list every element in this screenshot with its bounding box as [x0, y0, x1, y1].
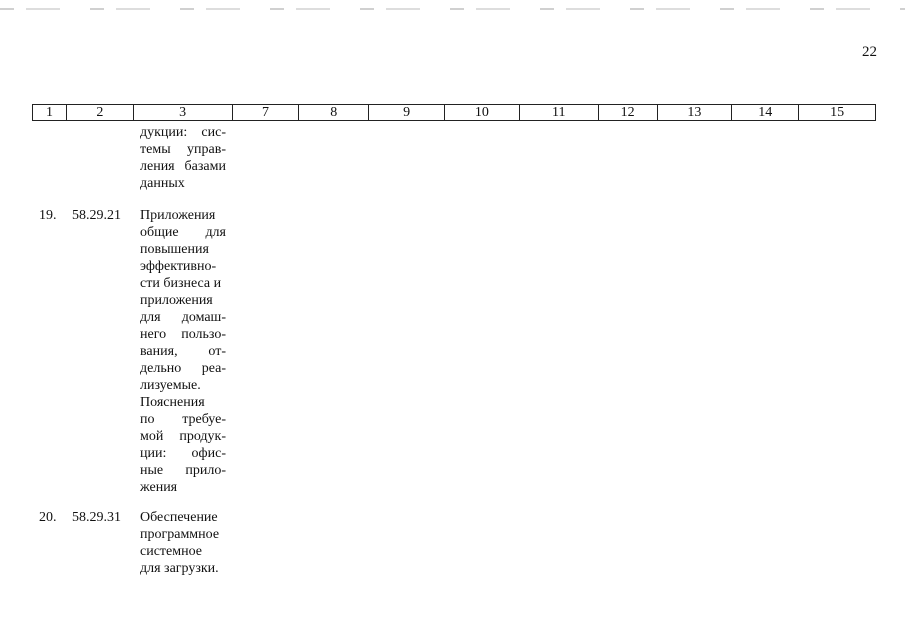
table-column-number-header — [32, 104, 876, 121]
description-line: дукции: сис- — [140, 125, 226, 140]
description-line: ции: офис- — [140, 446, 226, 461]
description-line: для домаш- — [140, 310, 226, 325]
description-line: жения — [140, 480, 178, 495]
description-line: ные прило- — [140, 463, 226, 478]
description-line: сти бизнеса и — [140, 276, 222, 291]
description-line: него пользо- — [140, 327, 226, 342]
description-line: данных — [140, 176, 185, 191]
column-number-cell: 13 — [658, 105, 733, 120]
row-number: 19. — [39, 208, 57, 223]
description-line: лизуемые. — [140, 378, 201, 393]
column-number-cell: 14 — [732, 105, 799, 120]
column-number-cell: 7 — [233, 105, 300, 120]
description-line: вания, от- — [140, 344, 226, 359]
description-line: мой продук- — [140, 429, 226, 444]
scan-artifact — [0, 8, 905, 10]
description-line: программное — [140, 527, 220, 542]
column-number-cell: 3 — [134, 105, 233, 120]
page-number: 22 — [862, 44, 877, 60]
description-line: приложения — [140, 293, 213, 308]
description-line: повышения — [140, 242, 209, 257]
description-line: ления базами — [140, 159, 226, 174]
description-line: темы управ- — [140, 142, 226, 157]
row-code: 58.29.31 — [72, 510, 121, 525]
description-line: для загрузки. — [140, 561, 219, 576]
column-number-cell: 11 — [520, 105, 599, 120]
description-line: по требуе- — [140, 412, 226, 427]
continuation-description — [140, 124, 226, 192]
description-line: Обеспечение — [140, 510, 218, 525]
description-line: общие для — [140, 225, 226, 240]
description-line: системное — [140, 544, 202, 559]
column-number-cell: 1 — [33, 105, 67, 120]
column-number-cell: 12 — [599, 105, 658, 120]
row-description — [140, 207, 226, 496]
row-number: 20. — [39, 510, 57, 525]
column-number-cell: 8 — [299, 105, 369, 120]
column-number-cell: 15 — [830, 105, 845, 120]
column-number-cell: 9 — [369, 105, 445, 120]
description-line: дельно реа- — [140, 361, 226, 376]
description-line: эффективно- — [140, 259, 217, 274]
column-number-cell: 2 — [67, 105, 134, 120]
description-line: Приложения — [140, 208, 216, 223]
row-code: 58.29.21 — [72, 208, 121, 223]
row-description — [140, 509, 226, 577]
description-line: Пояснения — [140, 395, 205, 410]
column-number-cell: 10 — [445, 105, 520, 120]
